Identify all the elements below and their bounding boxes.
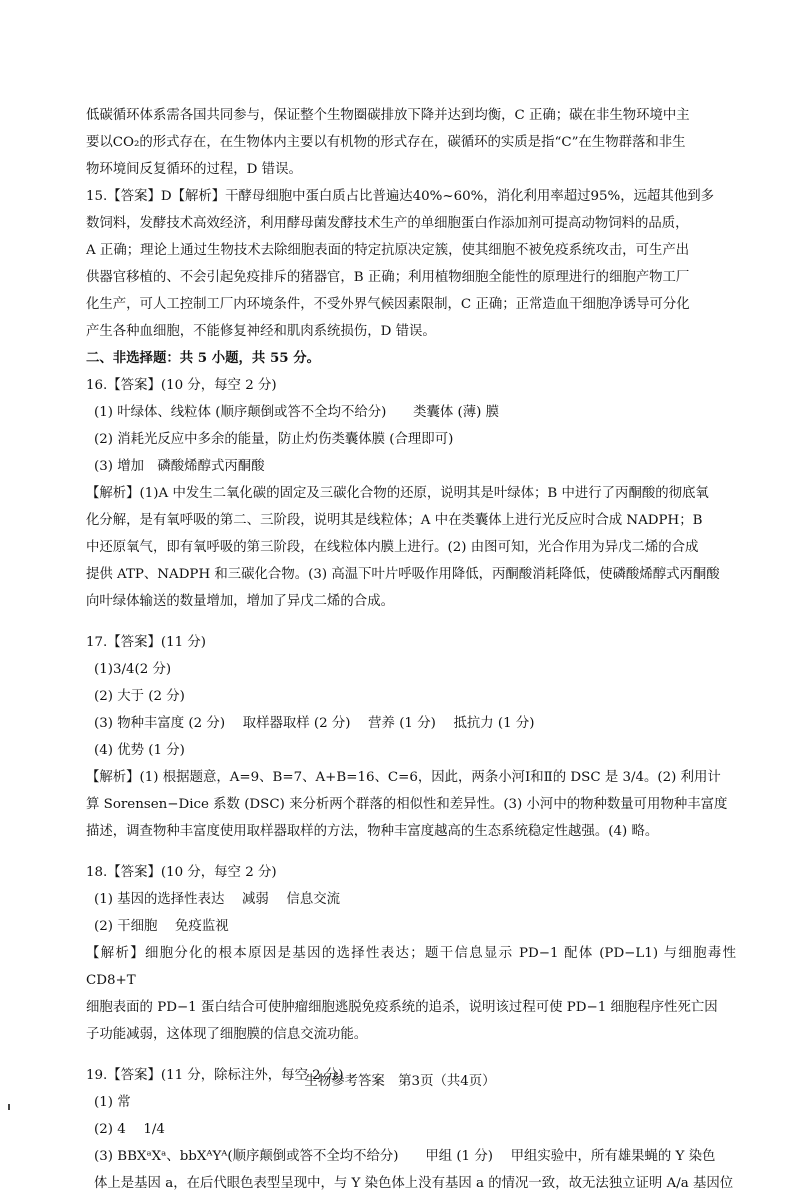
- q17-explain: 【解析】(1) 根据题意，A=9、B=7、A+B=16、C=6，因此，两条小河Ⅰ和Ⅱ的 DSC 是 3/4。(2) 利用计: [86, 770, 721, 785]
- text-line: 要以CO₂的形式存在，在生物体内主要以有机物的形式存在，碳循环的实质是指“C”在生物群落和非生: [86, 135, 686, 150]
- q18-explain: 子功能减弱，这体现了细胞膜的信息交流功能。: [86, 1027, 368, 1042]
- q16-explain: 提供 ATP、NADPH 和三碳化合物。(3) 高温下叶片呼吸作用降低，丙酮酸消耗降低，使磷酸烯醇式丙酮酸: [86, 567, 720, 582]
- q15-line: 数饲料，发酵技术高效经济，利用酵母菌发酵技术生产的单细胞蛋白作添加剂可提高动物饲料的品质，: [86, 216, 689, 231]
- q19-answer: (3) BBXᵃXᵃ、bbXᴬYᴬ(顺序颠倒或答不全均不给分) 甲组 (1 分) 甲组实验中，所有雄果蝇的 Y 染色: [94, 1149, 716, 1164]
- q15-line: 产生各种血细胞，不能修复神经和肌肉系统损伤，D 错误。: [86, 324, 436, 339]
- q19-answer: 体上是基因 a，在后代眼色表型呈现中，与 Y 染色体上没有基因 a 的情况一致，故无法独立证明 A/a 基因位: [94, 1176, 734, 1191]
- q15-line: 供器官移植的、不会引起免疫排斥的猪器官，B 正确；利用植物细胞全能性的原理进行的细胞产物工厂: [86, 270, 690, 285]
- q18-heading: 18.【答案】(10 分，每空 2 分): [86, 865, 277, 880]
- q19-answer: (2) 4 1/4: [94, 1122, 165, 1137]
- q17-answer: (1)3/4(2 分): [94, 662, 172, 677]
- q15-line: 化生产，可人工控制工厂内环境条件，不受外界气候因素限制，C 正确；正常造血干细胞净诱导可分化: [86, 297, 690, 312]
- q16-explain: 中还原氧气，即有氧呼吸的第三阶段，在线粒体内膜上进行。(2) 由图可知，光合作用为异戊二烯的合成: [86, 540, 699, 555]
- q18-answer: (1) 基因的选择性表达 减弱 信息交流: [94, 892, 340, 907]
- q17-heading: 17.【答案】(11 分): [86, 635, 206, 650]
- q17-answer: (2) 大于 (2 分): [94, 689, 185, 704]
- text-line: 低碳循环体系需各国共同参与，保证整个生物圈碳排放下降并达到均衡，C 正确；碳在非生物环境中主: [86, 108, 690, 123]
- q15-line: 15.【答案】D【解析】干酵母细胞中蛋白质占比普遍达40%~60%，消化利用率超过95%，远超其他到多: [86, 189, 714, 204]
- section-heading: 二、非选择题：共 5 小题，共 55 分。: [86, 350, 321, 366]
- q17-answer: (3) 物种丰富度 (2 分) 取样器取样 (2 分) 营养 (1 分) 抵抗力 (1 分): [94, 716, 535, 731]
- q16-answer: (1) 叶绿体、线粒体 (顺序颠倒或答不全均不给分) 类囊体 (薄) 膜: [94, 405, 500, 420]
- q15-line: A 正确；理论上通过生物技术去除细胞表面的特定抗原决定簇，使其细胞不被免疫系统攻击，可生产出: [86, 243, 690, 258]
- q16-explain: 向叶绿体输送的数量增加，增加了异戊二烯的合成。: [86, 594, 394, 609]
- q16-answer: (3) 增加 磷酸烯醇式丙酮酸: [94, 459, 265, 474]
- q18-answer: (2) 干细胞 免疫监视: [94, 919, 229, 934]
- q16-heading: 16.【答案】(10 分，每空 2 分): [86, 378, 277, 393]
- q16-explain: 化分解，是有氧呼吸的第二、三阶段，说明其是线粒体；A 中在类囊体上进行光反应时合成 NADPH；B: [86, 513, 703, 528]
- q19-heading: 19.【答案】(11 分，除标注外，每空 2 分): [86, 1068, 344, 1083]
- q16-answer: (2) 消耗光反应中多余的能量，防止灼伤类囊体膜 (合理即可): [94, 432, 454, 447]
- page-footer: 生物参考答案 第3页（共4页）: [304, 1074, 496, 1089]
- q17-explain: 算 Sorensen−Dice 系数 (DSC) 来分析两个群落的相似性和差异性。(3) 小河中的物种数量可用物种丰富度: [86, 797, 728, 812]
- q19-answer: (1) 常: [94, 1095, 131, 1110]
- q18-explain: 【解析】细胞分化的根本原因是基因的选择性表达；题干信息显示 PD−1 配体 (PD−L1) 与细胞毒性 CD8+T: [86, 946, 736, 988]
- text-line: 物环境间反复循环的过程，D 错误。: [86, 162, 302, 177]
- q17-answer: (4) 优势 (1 分): [94, 743, 185, 758]
- q16-explain: 【解析】(1)A 中发生二氧化碳的固定及三碳化合物的还原，说明其是叶绿体；B 中进行了丙酮酸的彻底氧: [86, 486, 709, 501]
- page-body: [86, 102, 736, 1197]
- q18-explain: 细胞表面的 PD−1 蛋白结合可使肿瘤细胞逃脱免疫系统的追杀，说明该过程可使 PD−1 细胞程序性死亡因: [86, 1000, 718, 1015]
- scan-mark: [8, 1104, 10, 1110]
- q17-explain: 描述，调查物种丰富度使用取样器取样的方法，物种丰富度越高的生态系统稳定性越强。(4) 略。: [86, 824, 659, 839]
